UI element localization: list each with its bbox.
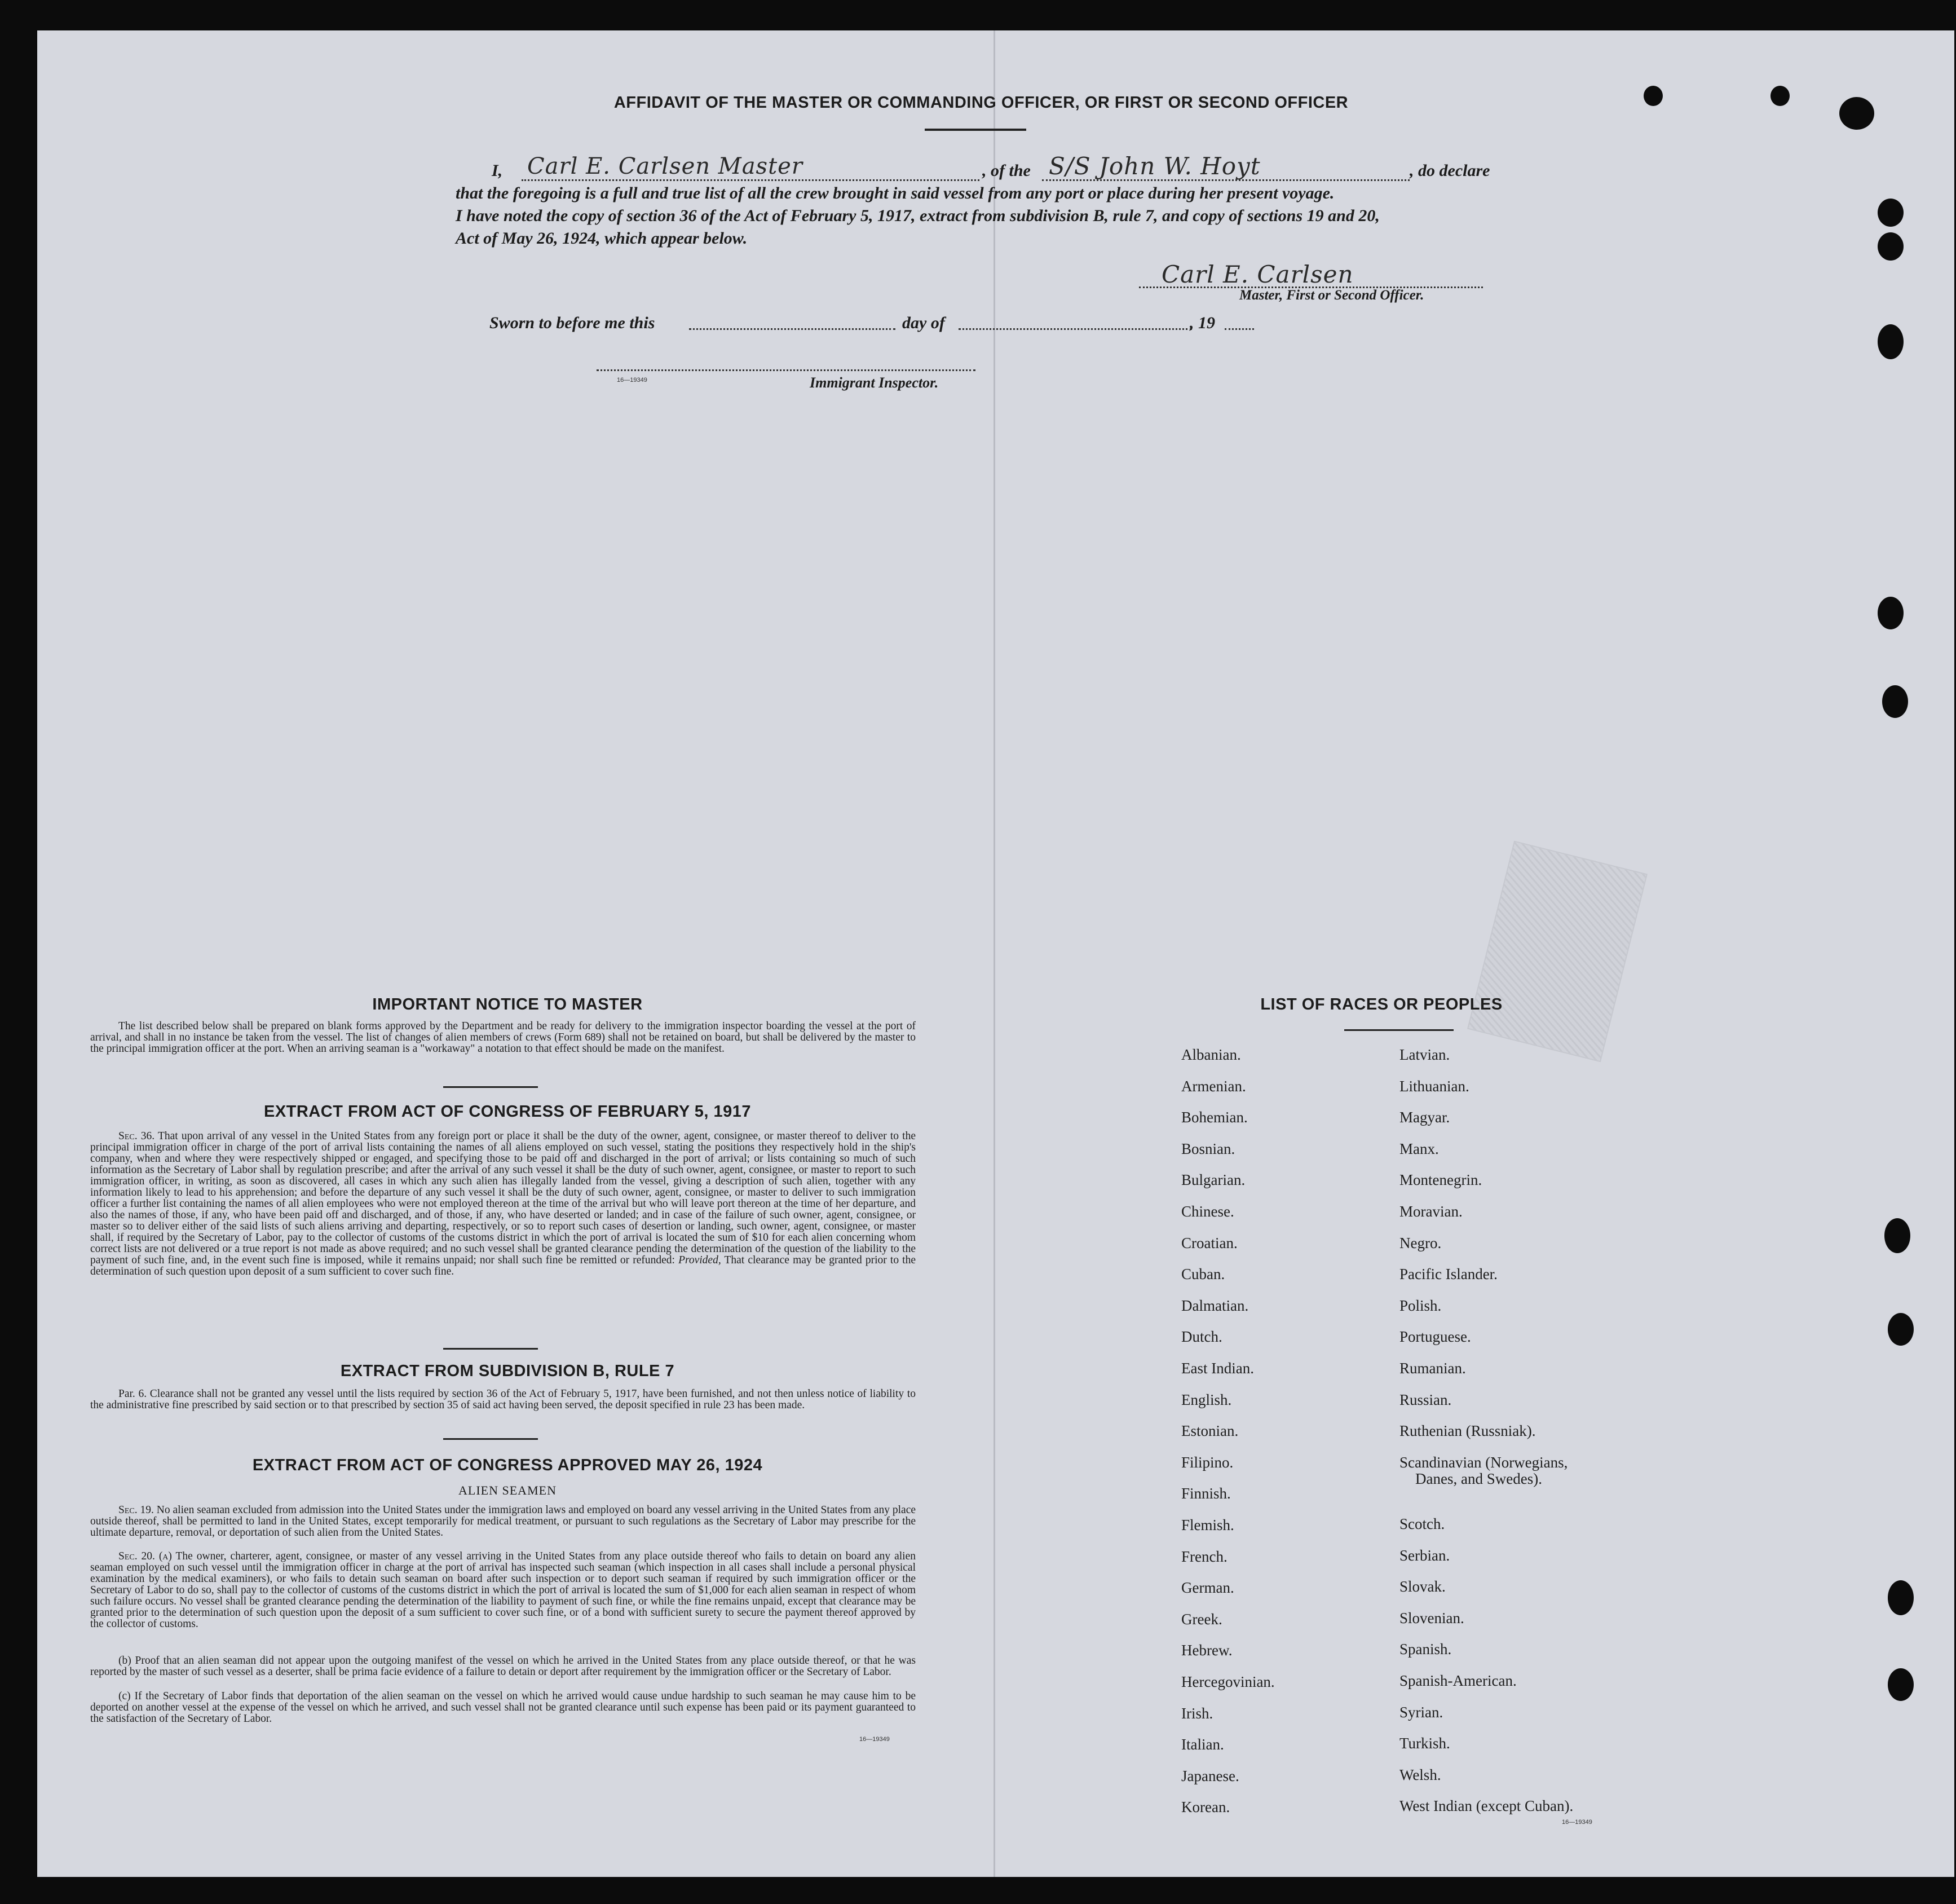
signature-handwritten: Carl E. Carlsen [1162, 261, 1354, 288]
race-item: Armenian. [1181, 1077, 1246, 1095]
race-item: Dutch. [1181, 1328, 1222, 1346]
section-body: No alien seaman excluded from admission into the United States under the immigration laws and employed on board any vessel arriving in the United States from any place outside thereof, shall be permitted to land in the United States, except temporarily for medical treatment, or pursuant to such regulations as the Secretary of Labor may prescribe for the ultimate departure, removal, or deportation of such alien from the United States. [90, 1504, 916, 1539]
race-item: Slovenian. [1399, 1609, 1464, 1627]
form-number: 16—19349 [1562, 1819, 1592, 1826]
race-item: Scotch. [1399, 1515, 1445, 1532]
affidavit-title: AFFIDAVIT OF THE MASTER OR COMMANDING OFFICER, OR FIRST OR SECOND OFFICER [613, 94, 1349, 112]
affidavit-line-2: that the foregoing is a full and true list of all the crew brought in said vessel from any port or place during her present voyage. [456, 184, 1335, 202]
title-rule [925, 129, 1026, 131]
notice-rule [443, 1086, 538, 1088]
race-item: French. [1181, 1548, 1228, 1565]
section-body: That upon arrival of any vessel in the United States from any foreign port or place it shall be the duty of the owner, agent, consignee, or master thereof to deliver to the principal immigration officer in charge of the port of arrival lists containing the names of all aliens employed on such vessel, stating the positions they respectively hold in the ship's company, when and where they were respectively shipped or engaged, and specifying those to be paid off and discharged in the port of arrival; or lists containing so much of such information as the Secretary of Labor shall by regulation prescribe; and after the arrival of any such vessel it shall be the duty of such owner, agent, consignee, or master to report to such immigration officer, in writing, as soon as discovered, all cases in which any such alien has illegally landed from the vessel, giving a description of such alien, together with any information likely to lead to his apprehension; and before the departure of any such vessel it shall be the duty of such owner, agent, consignee, or master to deliver to such immigration officer a further list containing the names of all alien employees who were not employed thereon at the time of the arrival but who will leave port thereon at the time of her departure, and also the names of those, if any, who have been paid off and discharged, and of those, if any, who have deserted or landed; and in case of the failure of such owner, agent, consignee, or master so to deliver either of the said lists of such aliens arriving and departing, respectively, or so to report such cases of desertion or landing, such owner, agent, consignee, or master shall, if required by the Secretary of Labor, pay to the collector of customs of the customs district in which the port of arrival is located the sum of $10 for each alien concerning whom correct lists are not delivered or a true report is not made as above required; and no such vessel shall be granted clearance pending the determination of the question of the liability to the payment of such fine, and, in the event such fine is imposed, while it remains unpaid; nor shall such fine be remitted or refunded: [90, 1130, 916, 1266]
punch-hole [1878, 199, 1904, 227]
race-item: Italian. [1181, 1736, 1224, 1753]
affidavit-of-the: , of the [982, 161, 1031, 180]
affidavit-line-3: I have noted the copy of section 36 of the Act of February 5, 1917, extract from subdivision B, rule 7, and copy of sections 19 and 20, [456, 206, 1380, 225]
race-item: Welsh. [1399, 1766, 1441, 1783]
race-item: Serbian. [1399, 1546, 1450, 1564]
race-item: Syrian. [1399, 1703, 1443, 1721]
race-item: Albanian. [1181, 1046, 1241, 1063]
race-item: Turkish. [1399, 1735, 1450, 1752]
race-item: Lithuanian. [1399, 1077, 1469, 1095]
punch-hole [1878, 597, 1904, 629]
sec19-text [90, 1505, 916, 1539]
sec20c-text: (c) If the Secretary of Labor finds that deportation of the alien seaman on the vessel on which he arrived would cause undue hardship to such seaman he may cause him to be deported on another vessel at the expense of the vessel on which he arrived, and such vessel shall not be granted clearance until such expense has been paid or its payment guaranteed to the satisfaction of the Secretary of Labor. [90, 1690, 916, 1725]
sworn-year-line [1225, 328, 1254, 330]
race-item: Bohemian. [1181, 1109, 1248, 1126]
race-item: Magyar. [1399, 1109, 1450, 1126]
race-item: Irish. [1181, 1704, 1213, 1722]
master-name-handwritten: Carl E. Carlsen Master [527, 153, 803, 179]
race-item: Latvian. [1399, 1046, 1450, 1063]
race-item: Filipino. [1181, 1453, 1234, 1471]
races-title: LIST OF RACES OR PEOPLES [1260, 995, 1503, 1013]
race-item: Cuban. [1181, 1266, 1225, 1283]
race-item: Hebrew. [1181, 1642, 1233, 1659]
extract-rule7-rule [443, 1438, 538, 1440]
race-item: Moravian. [1399, 1203, 1463, 1220]
affidavit-line-4: Act of May 26, 1924, which appear below. [456, 229, 748, 248]
race-item: Croatian. [1181, 1234, 1238, 1251]
race-item: Scandinavian (Norwegians, [1399, 1453, 1568, 1471]
race-item: Bosnian. [1181, 1140, 1235, 1157]
signature-caption: Master, First or Second Officer. [1239, 288, 1424, 303]
notice-text: The list described below shall be prepared on blank forms approved by the Department and be ready for delivery to the immigration inspector boarding the vessel at the port of arrival, and shall in no instance be taken from the vessel. The list of changes of alien members of crews (Form 689) shall not be retained on board, but shall be delivered by the master to the principal immigration officer at the port. When an arriving seaman is a "workaway" a notation to that effect should be made on the manifest. [90, 1020, 916, 1055]
punch-hole [1888, 1580, 1914, 1615]
race-item: Greek. [1181, 1610, 1222, 1628]
extract-rule7-text: Par. 6. Clearance shall not be granted any vessel until the lists required by section 36 of the Act of February 5, 1917, have been furnished, and not then unless notice of liability to the administrative fine prescribed by said section or to that prescribed by section 35 of said act having been served, the deposit specified in rule 23 has been made. [90, 1388, 916, 1411]
notice-title: IMPORTANT NOTICE TO MASTER [372, 995, 643, 1013]
inspector-caption: Immigrant Inspector. [810, 374, 939, 391]
race-item: Manx. [1399, 1140, 1439, 1157]
race-item: Negro. [1399, 1234, 1442, 1251]
extract-1917-text [90, 1131, 916, 1277]
race-item: Spanish. [1399, 1641, 1452, 1658]
sec20a-text [90, 1551, 916, 1630]
race-item: West Indian (except Cuban). [1399, 1797, 1574, 1815]
race-item: Hercegovinian. [1181, 1673, 1275, 1690]
punch-hole [1884, 1218, 1910, 1253]
name-line [522, 179, 979, 181]
extract-1917-title: EXTRACT FROM ACT OF CONGRESS OF FEBRUARY 5, 1917 [263, 1103, 752, 1121]
punch-hole [1878, 324, 1904, 359]
race-item: Chinese. [1181, 1203, 1234, 1220]
race-item: Japanese. [1181, 1767, 1239, 1784]
sworn-day-of: day of [902, 314, 945, 332]
races-rule [1344, 1029, 1454, 1031]
section-label: Sec. 20. (a) [118, 1550, 172, 1562]
race-item: Finnish. [1181, 1485, 1231, 1502]
sworn-day-line [689, 328, 895, 330]
sworn-prefix: Sworn to before me this [489, 314, 655, 332]
extract-1924-title: EXTRACT FROM ACT OF CONGRESS APPROVED MAY 26, 1924 [252, 1456, 763, 1474]
center-fold [994, 30, 995, 1877]
punch-hole [1644, 86, 1663, 106]
section-label: Sec. 36. [118, 1130, 155, 1142]
race-item: Dalmatian. [1181, 1297, 1249, 1314]
form-number: 16—19349 [859, 1736, 890, 1743]
section-body: The owner, charterer, agent, consignee, or master of any vessel arriving in the United States from any place outside thereof who fails to detain on board any alien seaman employed on such vessel until the immigration officer in charge at the port of arrival has inspected such seaman (which inspection in all cases shall include a personal physical examination by the medical examiners), or who fails to detain such seaman on board after such inspection or to deport such seaman if required by such immigration officer or the Secretary of Labor to do so, shall pay to the collector of customs of the customs district in which the port of arrival is located the sum of $1,000 for each alien seaman in respect of whom such failure occurs. No vessel shall be granted clearance pending the determination of the liability to payment of such fine, or while the fine remains unpaid, except that clearance may be granted prior to the determination of such question upon the deposit of a sum sufficient to cover such fine, or of a bond with sufficient surety to secure the payment thereof approved by the collector of customs. [90, 1550, 916, 1630]
punch-hole [1888, 1668, 1914, 1701]
race-item: Montenegrin. [1399, 1171, 1482, 1189]
sworn-month-line [959, 328, 1192, 330]
punch-hole [1770, 86, 1790, 106]
race-item: Spanish-American. [1399, 1672, 1517, 1689]
vessel-line [1042, 179, 1410, 181]
race-item: Flemish. [1181, 1517, 1234, 1533]
alien-seamen-subtitle: ALIEN SEAMEN [458, 1483, 557, 1497]
punch-hole [1888, 1313, 1914, 1346]
race-item: Slovak. [1399, 1578, 1446, 1596]
race-item: Bulgarian. [1181, 1171, 1246, 1189]
section-label: Sec. 19. [118, 1504, 154, 1516]
punch-hole [1839, 97, 1874, 130]
affidavit-i: I, [492, 161, 503, 180]
vessel-name-handwritten: S/S John W. Hoyt [1049, 152, 1261, 180]
race-item: Danes, and Swedes). [1415, 1470, 1542, 1487]
inspector-signature-line [597, 369, 975, 371]
affidavit-do-declare: , do declare [1410, 161, 1490, 180]
punch-hole [1882, 685, 1908, 718]
race-item: Russian. [1399, 1391, 1452, 1408]
race-item: German. [1181, 1579, 1234, 1597]
race-item: Polish. [1399, 1297, 1442, 1314]
race-item: Korean. [1181, 1799, 1230, 1816]
extract-1917-rule [443, 1348, 538, 1350]
race-item: Ruthenian (Russniak). [1399, 1422, 1536, 1440]
race-item: Portuguese. [1399, 1328, 1471, 1346]
extract-rule7-title: EXTRACT FROM SUBDIVISION B, RULE 7 [340, 1362, 675, 1380]
punch-hole [1878, 232, 1904, 261]
sec20b-text: (b) Proof that an alien seaman did not appear upon the outgoing manifest of the vessel on which he arrived in the United States from any place outside thereof, or that he was reported by the master of such vessel as a deserter, shall be prima facie evidence of a failure to detain or deport after requirement by the immigration officer or the Secretary of Labor. [90, 1655, 916, 1678]
sworn-year: , 19 [1190, 314, 1215, 332]
proviso-text: That clearance may be granted prior to the determination of such question upon deposit of a sum sufficient to cover such fine. [90, 1254, 916, 1277]
race-item: English. [1181, 1391, 1232, 1408]
proviso-word: Provided, [678, 1254, 721, 1266]
form-number: 16—19349 [617, 377, 647, 384]
race-item: Rumanian. [1399, 1360, 1466, 1377]
race-item: Estonian. [1181, 1422, 1239, 1440]
race-item: Pacific Islander. [1399, 1266, 1498, 1283]
race-item: East Indian. [1181, 1360, 1254, 1377]
